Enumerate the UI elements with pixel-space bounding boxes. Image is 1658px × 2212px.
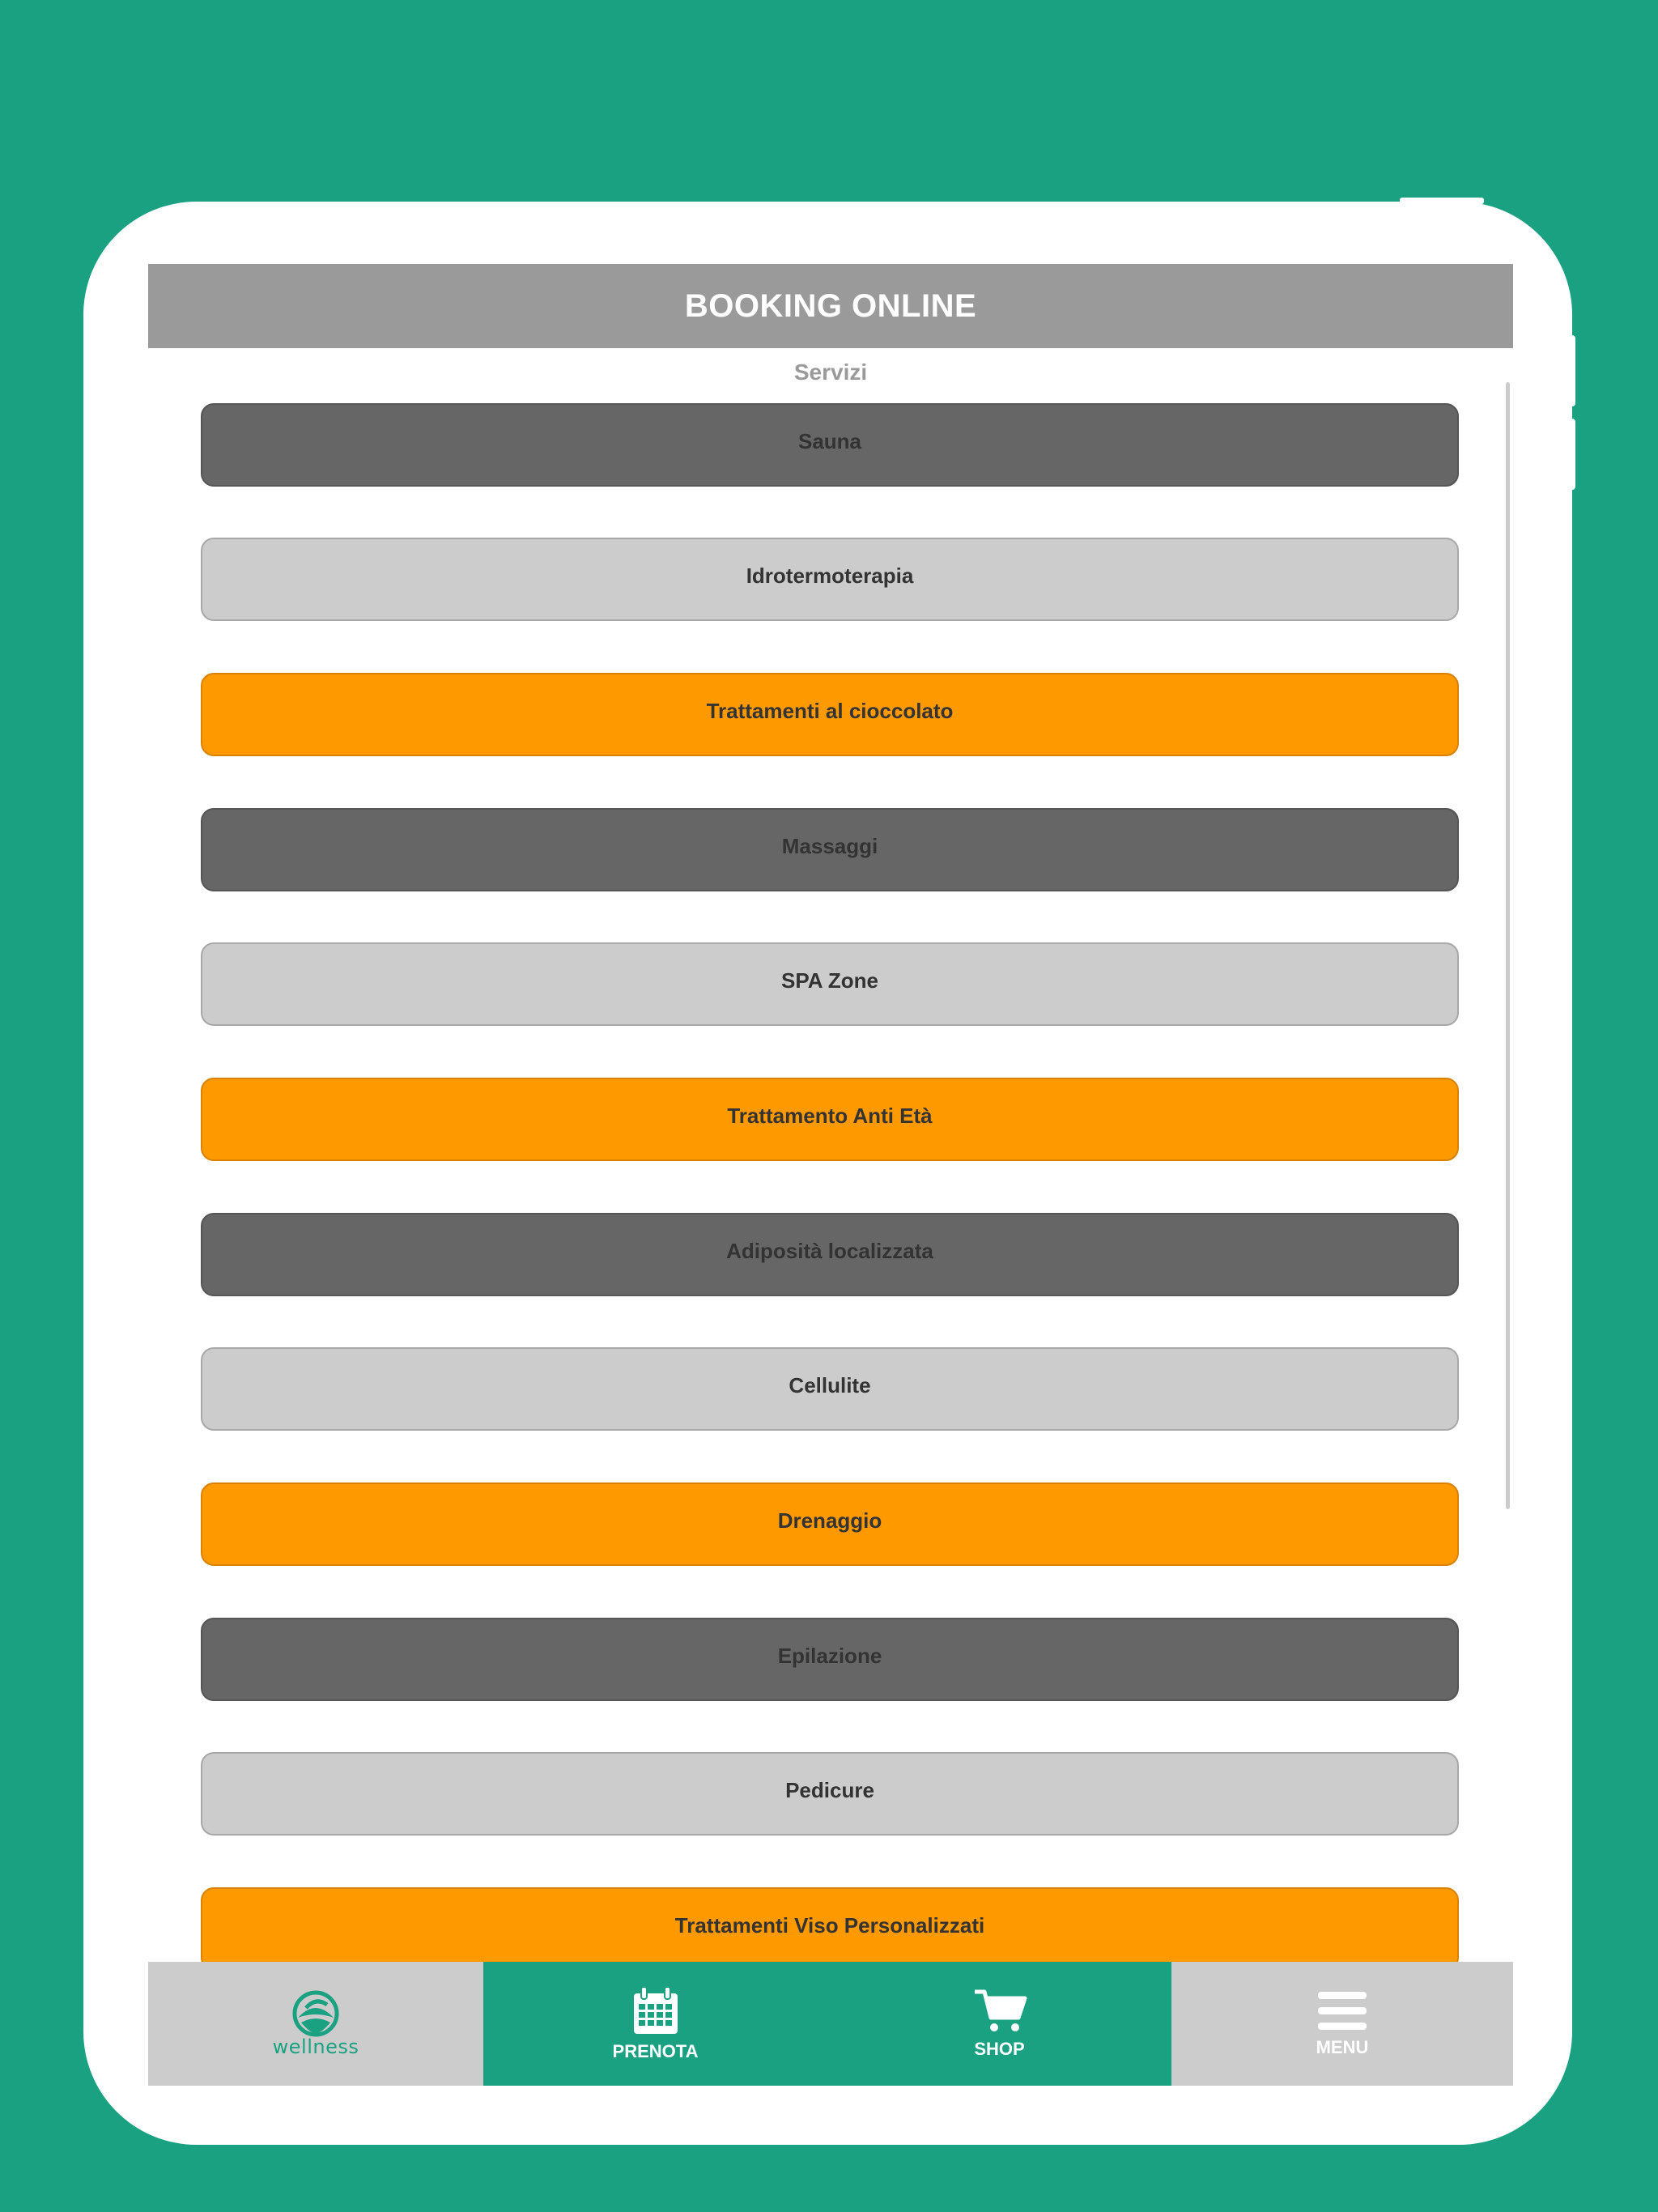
service-label: Trattamento Anti Età (727, 1104, 933, 1128)
app-header (148, 264, 1513, 348)
service-button[interactable] (201, 1347, 1459, 1431)
nav-home-logo[interactable] (148, 1962, 483, 2086)
nav-book-button[interactable] (483, 1962, 827, 2086)
nav-menu-label: MENU (1316, 2036, 1369, 2057)
service-label: Trattamenti Viso Personalizzati (674, 1913, 985, 1938)
nav-shop-button[interactable] (827, 1962, 1171, 2086)
service-button[interactable] (201, 1752, 1459, 1836)
nav-menu-button[interactable] (1171, 1962, 1513, 2086)
bottom-nav (148, 1962, 1513, 2086)
service-button[interactable] (201, 403, 1459, 487)
device-top-button (1400, 198, 1484, 204)
service-button[interactable] (201, 808, 1459, 891)
page-title: BOOKING ONLINE (684, 287, 977, 324)
device-volume-down (1567, 419, 1575, 490)
service-label: Epilazione (777, 1644, 882, 1668)
services-list (201, 403, 1459, 1938)
app-screen (148, 264, 1513, 2086)
section-label: Servizi (793, 359, 868, 385)
list-scrollbar[interactable] (1506, 382, 1510, 1509)
service-button[interactable] (201, 538, 1459, 621)
service-button[interactable] (201, 1618, 1459, 1701)
service-label: Cellulite (789, 1373, 871, 1397)
calendar-icon (631, 1986, 680, 2036)
service-button[interactable] (201, 1078, 1459, 1161)
service-label: Pedicure (785, 1778, 874, 1802)
service-label: Drenaggio (777, 1508, 882, 1533)
service-label: Sauna (797, 429, 862, 453)
service-button[interactable] (201, 1213, 1459, 1296)
wellness-logo-icon (290, 1990, 342, 2037)
service-label: Trattamenti al cioccolato (706, 699, 954, 723)
service-label: Massaggi (781, 834, 878, 858)
service-button[interactable] (201, 942, 1459, 1026)
hamburger-icon (1318, 1990, 1367, 2032)
device-volume-up (1567, 335, 1575, 406)
service-button[interactable] (201, 1482, 1459, 1566)
cart-icon (973, 1989, 1027, 2034)
service-button[interactable] (201, 673, 1459, 756)
nav-book-label: PRENOTA (612, 2040, 699, 2061)
nav-shop-label: SHOP (974, 2038, 1025, 2059)
logo-text: wellness (272, 2035, 359, 2058)
service-label: Idrotermoterapia (746, 564, 914, 588)
service-label: SPA Zone (781, 968, 878, 993)
nav-primary-group (483, 1962, 1171, 2086)
service-button[interactable] (201, 1887, 1459, 1971)
service-label: Adiposità localizzata (726, 1239, 933, 1263)
